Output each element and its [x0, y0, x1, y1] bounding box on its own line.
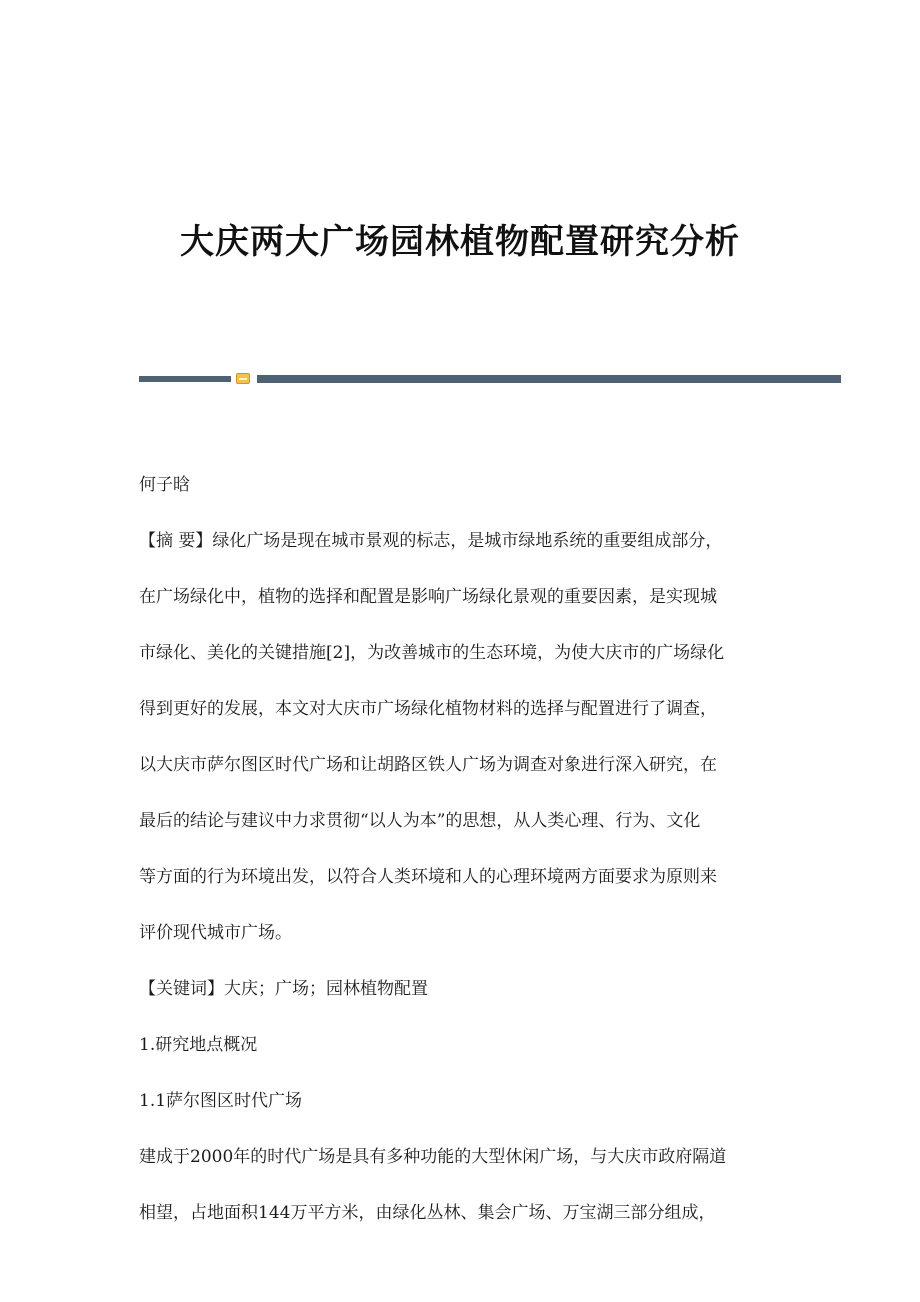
body-line: 相望，占地面积144万平方米，由绿化丛林、集会广场、万宝湖三部分组成，	[139, 1203, 716, 1223]
author: 何子晗	[139, 475, 190, 495]
divider-bar-right	[257, 375, 841, 383]
document-body	[139, 470, 789, 1229]
keywords: 【关键词】大庆；广场；园林植物配置	[139, 979, 428, 999]
abstract-line: 评价现代城市广场。	[139, 923, 292, 943]
abstract-line: 得到更好的发展，本文对大庆市广场绿化植物材料的选择与配置进行了调查，	[139, 699, 717, 719]
divider-bar-left	[139, 376, 231, 382]
title-divider	[139, 372, 841, 386]
abstract	[139, 526, 789, 949]
abstract-line: 【摘 要】绿化广场是现在城市景观的标志，是城市绿地系统的重要组成部分，	[139, 531, 723, 551]
divider-ornament-icon	[236, 373, 250, 384]
document-title: 大庆两大广场园林植物配置研究分析	[180, 222, 740, 262]
abstract-line: 最后的结论与建议中力求贯彻“以人为本”的思想，从人类心理、行为、文化	[139, 811, 701, 831]
abstract-line: 市绿化、美化的关键措施[2]，为改善城市的生态环境，为使大庆市的广场绿化	[139, 643, 725, 663]
abstract-line: 等方面的行为环境出发，以符合人类环境和人的心理环境两方面要求为原则来	[139, 867, 717, 887]
subsection-heading: 1.1萨尔图区时代广场	[139, 1091, 303, 1111]
abstract-line: 在广场绿化中，植物的选择和配置是影响广场绿化景观的重要因素，是实现城	[139, 587, 717, 607]
section-heading: 1.研究地点概况	[139, 1035, 258, 1055]
body-line: 建成于2000年的时代广场是具有多种功能的大型休闲广场，与大庆市政府隔道	[139, 1147, 727, 1167]
abstract-line: 以大庆市萨尔图区时代广场和让胡路区铁人广场为调查对象进行深入研究，在	[139, 755, 717, 775]
